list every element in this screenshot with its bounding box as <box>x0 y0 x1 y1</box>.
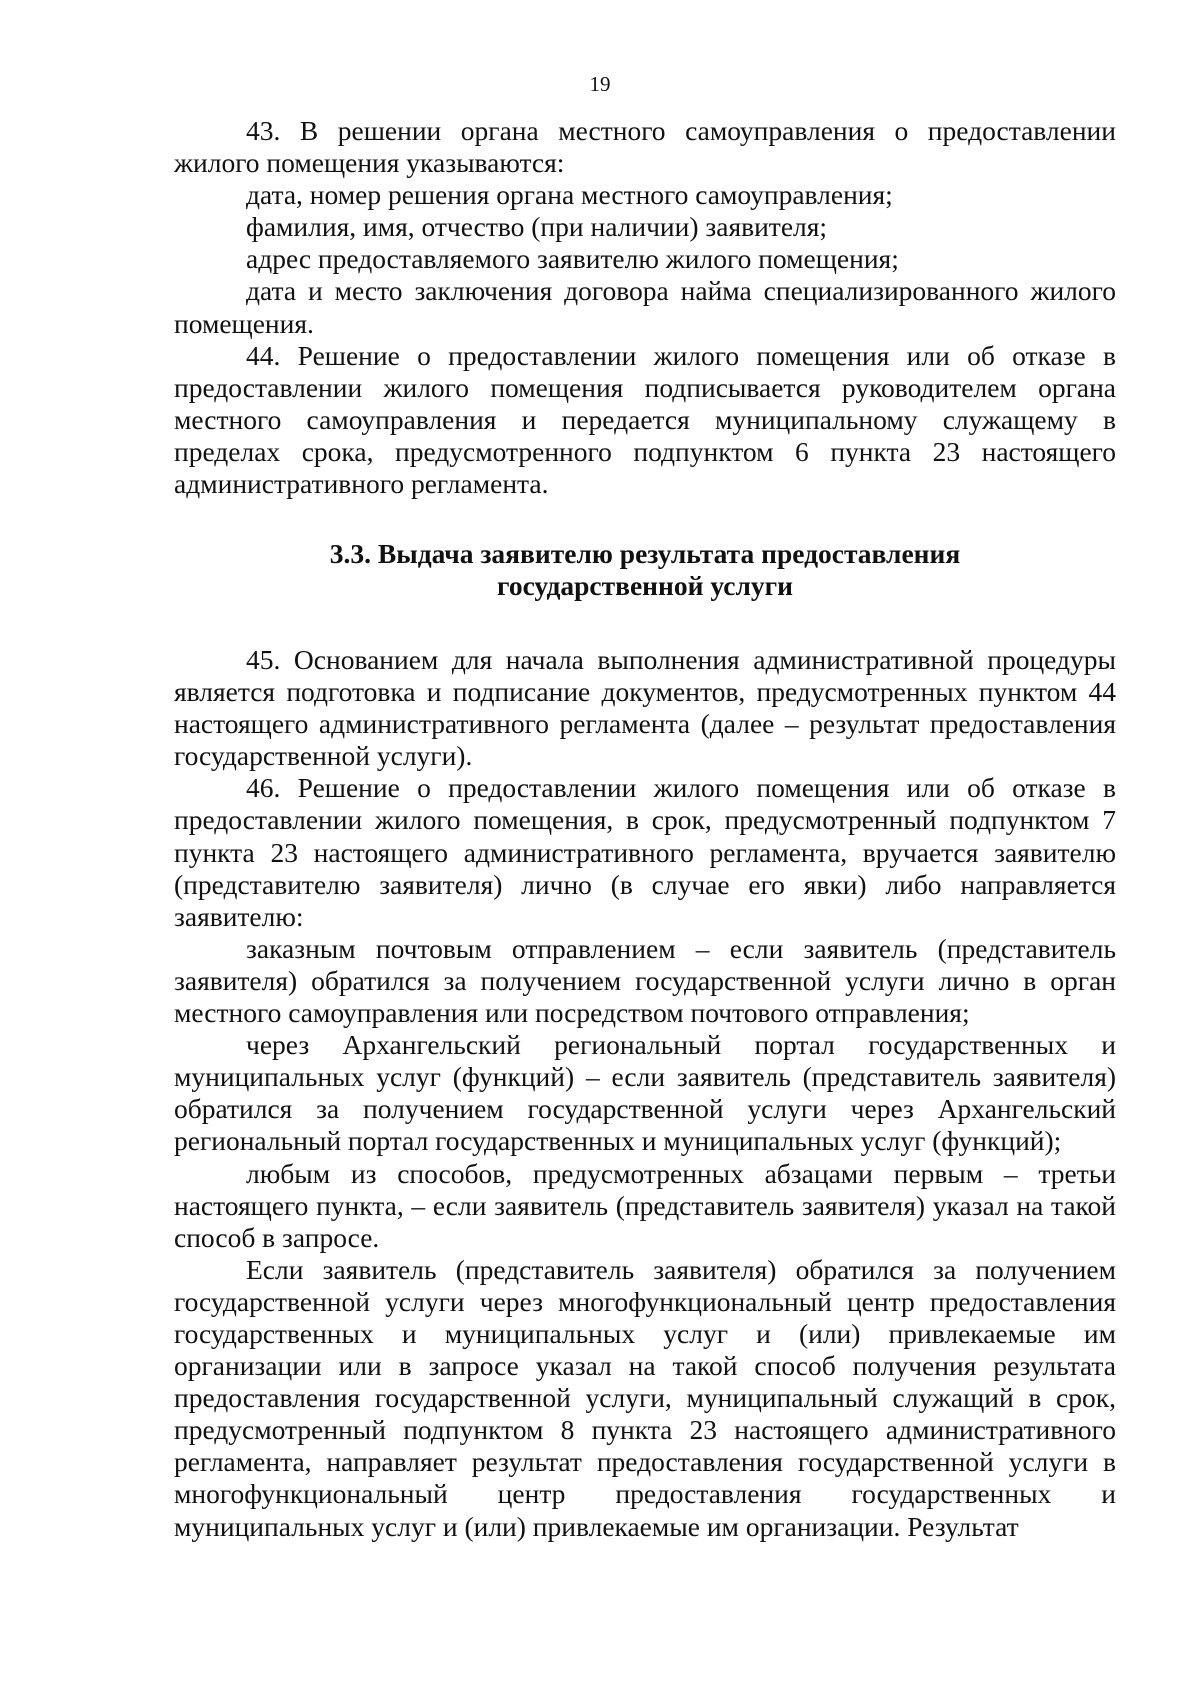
section-heading-line-1: 3.3. Выдача заявителю результата предоставления <box>329 538 961 569</box>
list-item-contract: дата и место заключения договора найма специализированного жилого помещения. <box>174 275 1116 339</box>
list-item-any-method: любым из способов, предусмотренных абзацами первым – третьи настоящего пункта, – если заявитель (представитель заявителя) указал на такой способ в запросе. <box>174 1157 1116 1253</box>
page-number: 19 <box>589 72 611 96</box>
paragraph-43: 43. В решении органа местного самоуправления о предоставлении жилого помещения указываются: <box>174 115 1116 179</box>
paragraph-mfc: Если заявитель (представитель заявителя) обратился за получением государственной услуги через многофункциональный центр предоставления государственных и муниципальных услуг и (или) привлекаемые им организации или в запросе указал на такой способ получения результата предоставления государственной услуги, муниципальный служащий в срок, предусмотренный подпунктом 8 пункта 23 настоящего административного регламента, направляет результат предоставления государственной услуги в многофункциональный центр предоставления государственных и муниципальных услуг и (или) привлекаемые им организации. Результат <box>174 1253 1116 1542</box>
section-heading <box>174 538 1116 602</box>
paragraph-46: 46. Решение о предоставлении жилого помещения или об отказе в предоставлении жилого помещения, в срок, предусмотренный подпунктом 7 пункта 23 настоящего административного регламента, вручается заявителю (представителю заявителя) лично (в случае его явки) либо направляется заявителю: <box>174 772 1116 932</box>
paragraph-44: 44. Решение о предоставлении жилого помещения или об отказе в предоставлении жилого помещения подписывается руководителем органа местного самоуправления и передается муниципальному служащему в пределах срока, предусмотренного подпунктом 6 пункта 23 настоящего административного регламента. <box>174 339 1116 500</box>
list-item-address: адрес предоставляемого заявителю жилого помещения; <box>246 243 899 275</box>
section-heading-line-2: государственной услуги <box>497 570 793 601</box>
list-item-postal: заказным почтовым отправлением – если заявитель (представитель заявителя) обратился за получением государственной услуги лично в орган местного самоуправления или посредством почтового отправления; <box>174 932 1116 1029</box>
text-block-top <box>174 115 1116 500</box>
list-item-applicant-name: фамилия, имя, отчество (при наличии) заявителя; <box>246 211 828 243</box>
list-item-portal: через Архангельский региональный портал государственных и муниципальных услуг (функций) – если заявитель (представитель заявителя) обратился за получением государственной услуги через Архангельский региональный портал государственных и муниципальных услуг (функций); <box>174 1029 1116 1157</box>
list-item-decision-date: дата, номер решения органа местного самоуправления; <box>246 179 893 211</box>
paragraph-45: 45. Основанием для начала выполнения административной процедуры является подготовка и подписание документов, предусмотренных пунктом 44 настоящего административного регламента (далее – результат предоставления государственной услуги). <box>174 644 1116 772</box>
text-block-bottom <box>174 644 1116 1543</box>
